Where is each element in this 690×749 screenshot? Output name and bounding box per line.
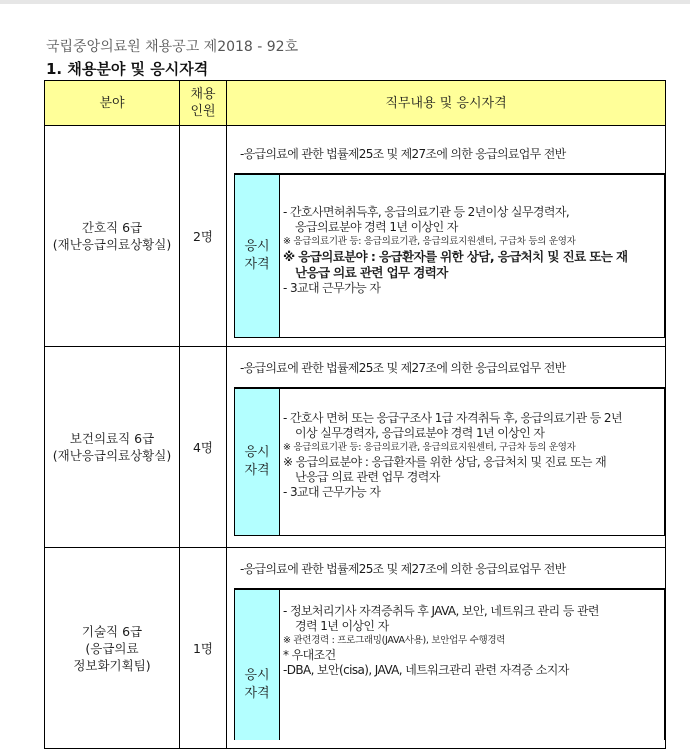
field-title: 보건의료직 6급 [69,431,155,446]
qual-note: ※ 응급의료기관 등: 응급의료기관, 응급의료지원센터, 구급차 등의 운영자 [283,442,576,453]
header-field: 분야 [45,81,180,126]
field-title: 간호직 6급 [81,220,143,235]
qual-line-bold: 난응급 의료 관련 업무 경력자 [295,265,448,280]
table-row [45,347,666,548]
qualification-label: 응시 자격 [235,590,280,740]
qual-note: ※ 응급의료기관 등: 응급의료기관, 응급의료지원센터, 구급차 등의 운영자 [283,236,576,247]
count-cell: 4명 [180,347,227,548]
qual-line: - 간호사 면허 또는 응급구조사 1급 자격취득 후, 응급의료기관 등 2년 [283,411,622,425]
qual-line-bold: ※ 응급의료분야 : 응급환자를 위한 상담, 응급처치 및 진료 또는 재 [283,249,628,264]
header-count [180,81,227,126]
qual-note: ※ 관련경력 : 프로그래밍(JAVA사용), 보안업무 수행경력 [283,635,506,646]
qual-line: ※ 응급의료분야 : 응급환자를 위한 상담, 응급처치 및 진료 또는 재 [283,455,607,469]
qualification-text [280,175,664,337]
qual-line: 경력 1년 이상인 자 [295,619,389,633]
qualification-text [280,590,664,740]
table-row [45,126,666,347]
header-count-line1: 채용 [190,87,216,102]
qual-line: - 간호사면허취득후, 응급의료기관 등 2년이상 실무경력자, [283,205,570,219]
field-subtitle: 정보화기획팀) [73,657,151,673]
qualification-box [234,174,665,338]
field-subtitle: (응급의료 [85,640,139,656]
field-subtitle: (재난응급의료상황실) [52,448,172,463]
duty-cell [227,126,666,347]
qualification-text [280,389,664,535]
field-cell [45,347,180,548]
count-cell: 1명 [180,548,227,749]
top-border [0,0,690,4]
qual-line: * 우대조건 [283,648,336,662]
qual-line: 이상 실무경력자, 응급의료분야 경력 1년 이상인 자 [295,426,545,440]
qualification-label: 응시 자격 [235,389,280,535]
field-title: 기술직 6급 [81,623,143,639]
duty-cell [227,347,666,548]
table-row [45,548,666,749]
field-cell [45,126,180,347]
recruitment-table [44,80,666,749]
count-cell: 2명 [180,126,227,347]
general-duty-text: -응급의료에 관한 법률제25조 및 제27조에 의한 응급의료업무 전반 [234,133,665,174]
qual-line: - 3교대 근무가능 자 [283,485,381,499]
qual-line: 응급의료분야 경력 1년 이상인 자 [295,220,458,234]
section-heading: 1. 채용분야 및 응시자격 [46,60,209,78]
qualification-box [234,388,665,536]
qualification-label: 응시 자격 [235,175,280,337]
header-count-line2: 인원 [190,104,216,119]
qualification-box [234,589,665,740]
table-header-row [45,81,666,126]
qual-line: - 정보처리기사 자격증취득 후 JAVA, 보안, 네트워크 관리 등 관련 [283,604,599,618]
field-subtitle: (재난응급의료상황실) [52,237,172,252]
qual-line: - 3교대 근무가능 자 [283,281,381,295]
field-cell [45,548,180,749]
duty-cell [227,548,666,749]
qual-line: 난응급 의료 관련 업무 경력자 [295,470,440,484]
qual-line: -DBA, 보안(cisa), JAVA, 네트워크관리 관련 자격증 소지자 [283,663,569,677]
general-duty-text: -응급의료에 관한 법률제25조 및 제27조에 의한 응급의료업무 전반 [234,548,665,589]
general-duty-text: -응급의료에 관한 법률제25조 및 제27조에 의한 응급의료업무 전반 [234,347,665,388]
header-duty: 직무내용 및 응시자격 [227,81,666,126]
notice-subtitle: 국립중앙의료원 채용공고 제2018 - 92호 [46,39,299,55]
